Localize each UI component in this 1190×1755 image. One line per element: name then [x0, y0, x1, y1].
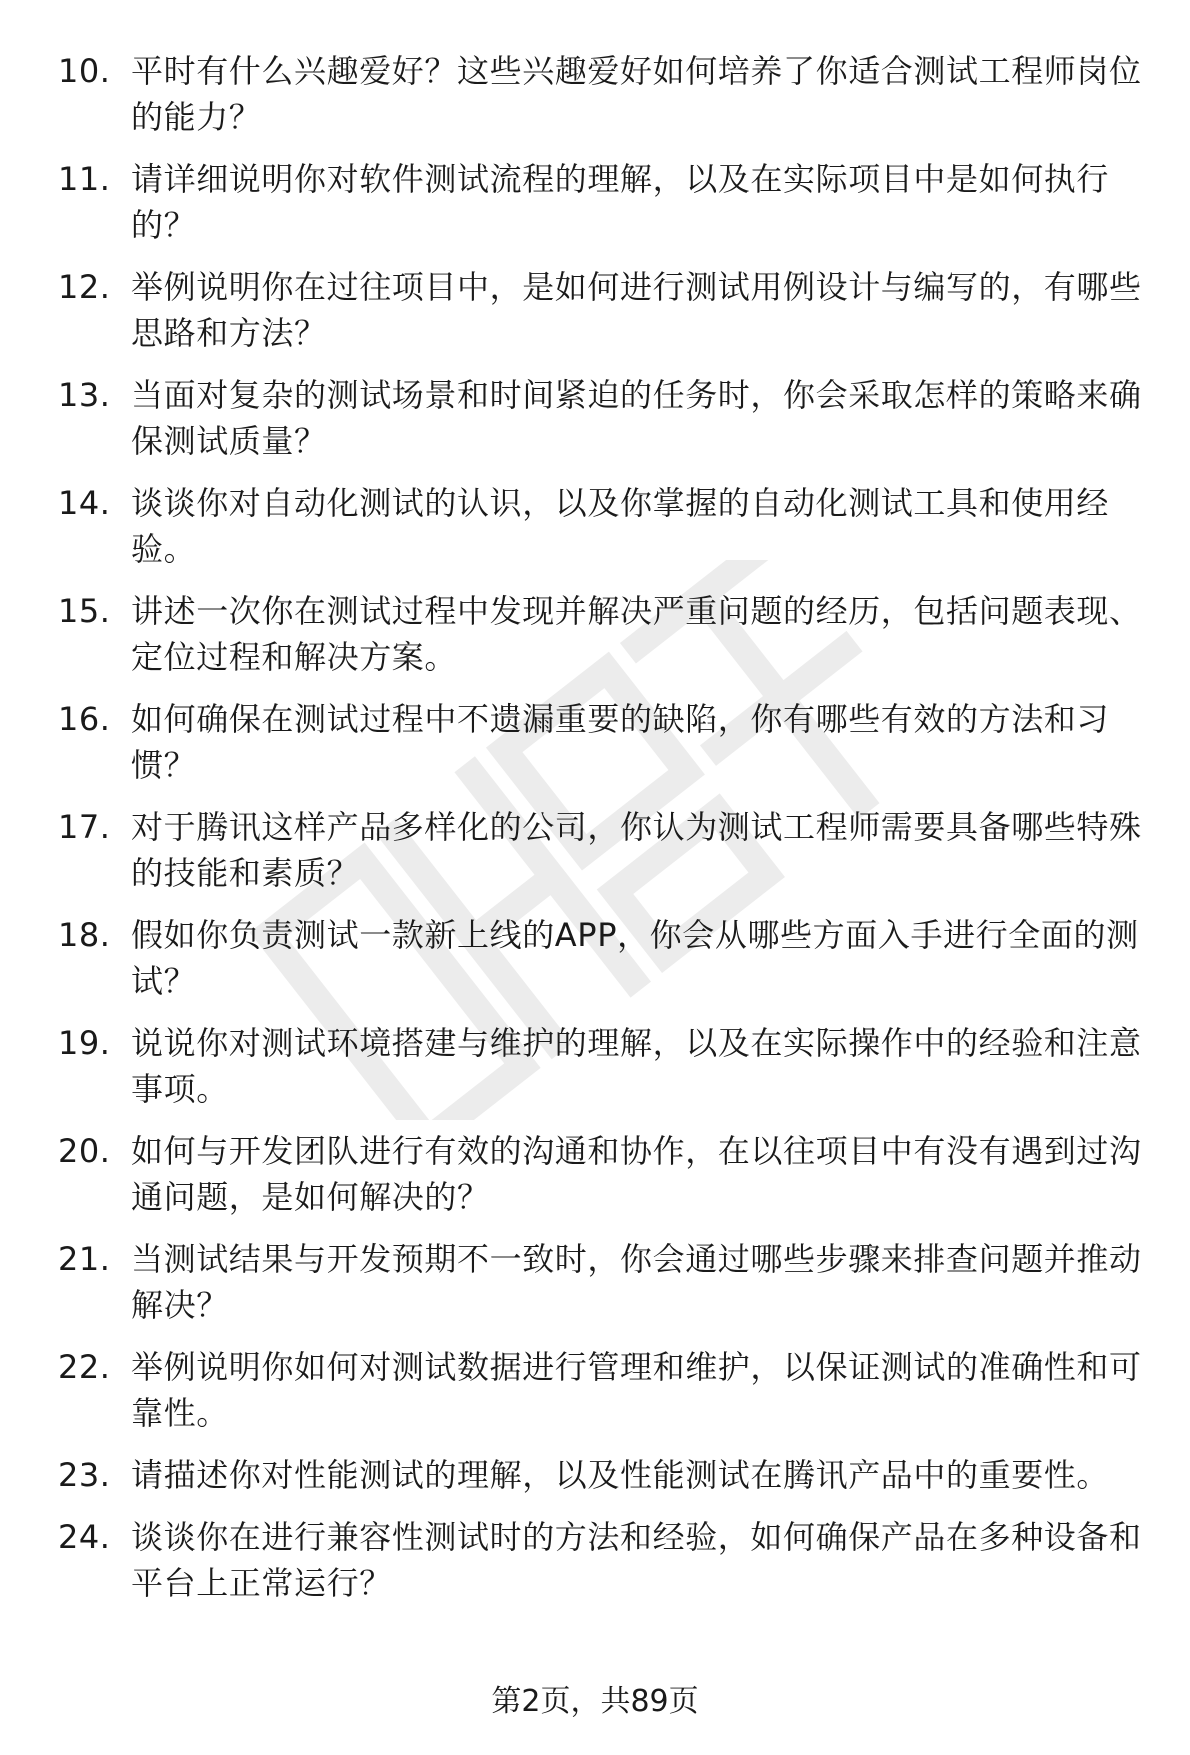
question-number: 18. — [58, 916, 111, 954]
question-item — [58, 696, 1148, 788]
question-item — [58, 48, 1148, 140]
question-number: 14. — [58, 484, 111, 522]
question-number: 19. — [58, 1024, 111, 1062]
question-item — [58, 1344, 1148, 1436]
question-number: 15. — [58, 592, 111, 630]
question-text: 如何与开发团队进行有效的沟通和协作，在以往项目中有没有遇到过沟通问题，是如何解决的？ — [131, 1132, 1142, 1216]
question-number: 17. — [58, 808, 111, 846]
question-number: 22. — [58, 1348, 111, 1386]
question-text: 当测试结果与开发预期不一致时，你会通过哪些步骤来排查问题并推动解决？ — [131, 1240, 1142, 1324]
question-number: 20. — [58, 1132, 111, 1170]
question-item — [58, 1236, 1148, 1328]
question-text: 谈谈你在进行兼容性测试时的方法和经验，如何确保产品在多种设备和平台上正常运行？ — [131, 1518, 1142, 1602]
question-item — [58, 1514, 1148, 1606]
question-text: 谈谈你对自动化测试的认识，以及你掌握的自动化测试工具和使用经验。 — [131, 484, 1110, 568]
question-item — [58, 264, 1148, 356]
question-text: 平时有什么兴趣爱好？这些兴趣爱好如何培养了你适合测试工程师岗位的能力？ — [131, 52, 1142, 136]
question-item — [58, 480, 1148, 572]
question-item — [58, 1128, 1148, 1220]
question-text: 举例说明你如何对测试数据进行管理和维护，以保证测试的准确性和可靠性。 — [131, 1348, 1142, 1432]
question-item — [58, 156, 1148, 248]
question-item — [58, 912, 1148, 1004]
question-text: 如何确保在测试过程中不遗漏重要的缺陷，你有哪些有效的方法和习惯？ — [131, 700, 1110, 784]
question-text: 举例说明你在过往项目中，是如何进行测试用例设计与编写的，有哪些思路和方法？ — [131, 268, 1142, 352]
question-text: 请描述你对性能测试的理解，以及性能测试在腾讯产品中的重要性。 — [131, 1456, 1110, 1494]
question-item — [58, 1452, 1148, 1498]
question-number: 10. — [58, 52, 111, 90]
question-item — [58, 1020, 1148, 1112]
question-number: 23. — [58, 1456, 111, 1494]
question-text: 假如你负责测试一款新上线的APP，你会从哪些方面入手进行全面的测试？ — [131, 916, 1139, 1000]
question-number: 11. — [58, 160, 111, 198]
question-item — [58, 804, 1148, 896]
question-item — [58, 588, 1148, 680]
question-text: 讲述一次你在测试过程中发现并解决严重问题的经历，包括问题表现、定位过程和解决方案。 — [131, 592, 1142, 676]
question-number: 21. — [58, 1240, 111, 1278]
question-text: 请详细说明你对软件测试流程的理解，以及在实际项目中是如何执行的？ — [131, 160, 1110, 244]
question-list — [58, 48, 1148, 1622]
question-text: 说说你对测试环境搭建与维护的理解，以及在实际操作中的经验和注意事项。 — [131, 1024, 1142, 1108]
question-item — [58, 372, 1148, 464]
question-number: 16. — [58, 700, 111, 738]
question-number: 13. — [58, 376, 111, 414]
question-text: 当面对复杂的测试场景和时间紧迫的任务时，你会采取怎样的策略来确保测试质量？ — [131, 376, 1142, 460]
page-number-footer: 第2页，共89页 — [491, 1684, 699, 1719]
question-number: 24. — [58, 1518, 111, 1556]
question-text: 对于腾讯这样产品多样化的公司，你认为测试工程师需要具备哪些特殊的技能和素质？ — [131, 808, 1142, 892]
question-number: 12. — [58, 268, 111, 306]
